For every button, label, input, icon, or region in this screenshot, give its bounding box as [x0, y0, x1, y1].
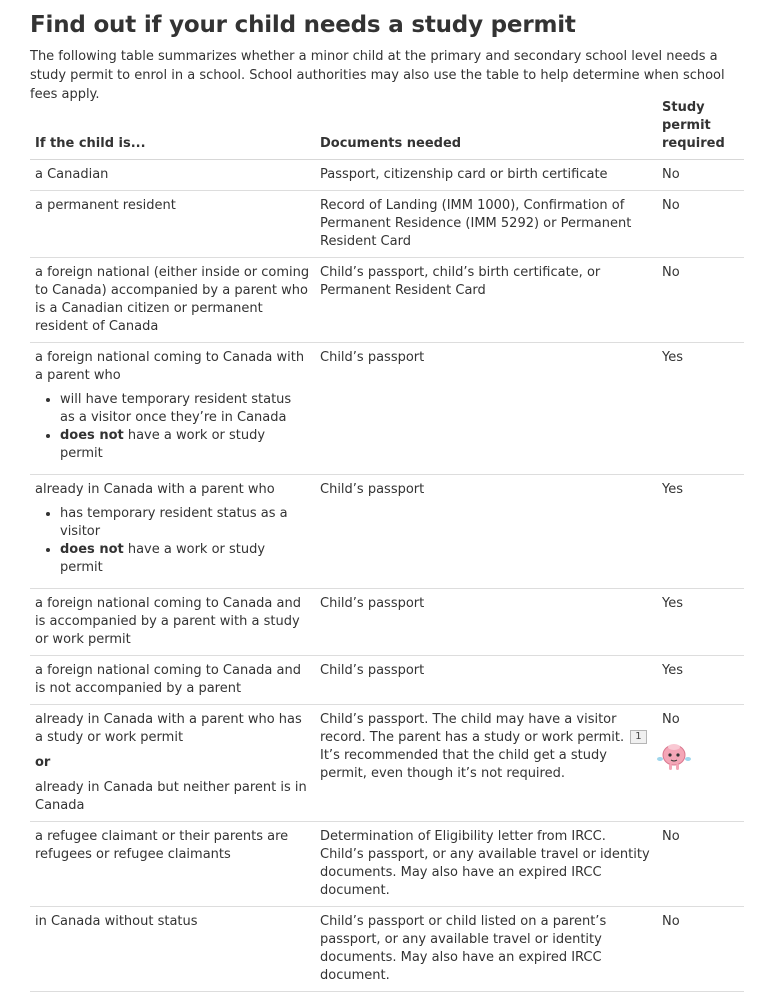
header-permit-line3: required: [662, 136, 725, 151]
cell-documents: Child’s passport, child’s birth certificate, or Permanent Resident Card: [315, 258, 657, 343]
page-title: Find out if your child needs a study permit: [30, 12, 576, 38]
table-row: [30, 589, 744, 656]
cell-required: No: [657, 822, 744, 907]
condition-item: [60, 541, 310, 577]
cell-child: in Canada without status: [30, 907, 315, 992]
cell-required-text: No: [662, 712, 680, 727]
table-row: [30, 343, 744, 475]
or-separator: or: [35, 755, 51, 770]
cell-documents: Child’s passport or child listed on a parent’s passport, or any available travel or identity documents. May also have an expired IRCC document.: [315, 907, 657, 992]
intro-paragraph: The following table summarizes whether a minor child at the primary and secondary school level needs a study permit to enrol in a school. School authorities may also use the table to help determine when school fees apply.: [30, 49, 725, 102]
condition-item: • will have temporary resident status as a visitor once they’re in Canada: [60, 391, 310, 427]
cell-child: a foreign national coming to Canada and is not accompanied by a parent: [30, 656, 315, 705]
emphasis-does-not: does not: [60, 428, 124, 443]
cell-documents: Child’s passport: [315, 589, 657, 656]
cell-required: Yes: [657, 343, 744, 475]
cell-required: No: [657, 907, 744, 992]
cell-child-text: a foreign national coming to Canada with a parent who: [35, 350, 305, 383]
condition-item: [60, 427, 310, 463]
footnote-link[interactable]: 1: [630, 730, 646, 744]
table-row: [30, 258, 744, 343]
cell-child: [30, 343, 315, 475]
table-header-row: [30, 96, 744, 160]
condition-text: have a work or study permit: [60, 542, 266, 575]
header-child: If the child is...: [30, 96, 315, 160]
cell-documents: Passport, citizenship card or birth certificate: [315, 160, 657, 191]
cell-documents: [315, 705, 657, 822]
table-row: [30, 475, 744, 589]
cell-child: a foreign national coming to Canada and is accompanied by a parent with a study or work permit: [30, 589, 315, 656]
header-documents: Documents needed: [315, 96, 657, 160]
cell-required: Yes: [657, 589, 744, 656]
cell-child-text: already in Canada but neither parent is in Canada: [35, 780, 307, 813]
cell-documents: Determination of Eligibility letter from IRCC. Child’s passport, or any available travel or identity documents. May also have an expired IRCC document.: [315, 822, 657, 907]
pink-mascot-icon[interactable]: [656, 739, 692, 773]
cell-required: Yes: [657, 475, 744, 589]
header-permit-line2: permit: [662, 118, 711, 133]
cell-required: No: [657, 191, 744, 258]
documents-text: Child’s passport. The child may have a visitor record. The parent has a study or work permit.: [320, 712, 625, 745]
cell-documents: Child’s passport: [315, 656, 657, 705]
cell-child: [30, 705, 315, 822]
cell-documents: Record of Landing (IMM 1000), Confirmation of Permanent Residence (IMM 5292) or Permanent Resident Card: [315, 191, 657, 258]
cell-child: a Canadian: [30, 160, 315, 191]
cell-required: [657, 705, 744, 822]
cell-child-text: already in Canada with a parent who: [35, 482, 275, 497]
condition-list: [35, 505, 310, 577]
cell-documents: Child’s passport: [315, 475, 657, 589]
condition-item: • has temporary resident status as a visitor: [60, 505, 310, 541]
table-row: [30, 705, 744, 822]
study-permit-table: [30, 96, 744, 992]
cell-child: a permanent resident: [30, 191, 315, 258]
cell-required: Yes: [657, 656, 744, 705]
cell-documents: Child’s passport: [315, 343, 657, 475]
table-row: [30, 191, 744, 258]
emphasis-does-not: does not: [60, 542, 124, 557]
condition-text: have a work or study permit: [60, 428, 266, 461]
table-row: [30, 160, 744, 191]
cell-child: a foreign national (either inside or coming to Canada) accompanied by a parent who is a Canadian citizen or permanent resident of Canada: [30, 258, 315, 343]
condition-list: [35, 391, 310, 463]
table-row: [30, 907, 744, 992]
header-permit-line1: Study: [662, 100, 705, 115]
header-permit-required: [657, 96, 744, 160]
cell-child: a refugee claimant or their parents are refugees or refugee claimants: [30, 822, 315, 907]
cell-required: No: [657, 258, 744, 343]
table-row: [30, 822, 744, 907]
cell-required: No: [657, 160, 744, 191]
cell-child-text: already in Canada with a parent who has a study or work permit: [35, 712, 302, 745]
table-row: [30, 656, 744, 705]
documents-text: It’s recommended that the child get a study permit, even though it’s not required.: [320, 748, 607, 781]
cell-child: [30, 475, 315, 589]
